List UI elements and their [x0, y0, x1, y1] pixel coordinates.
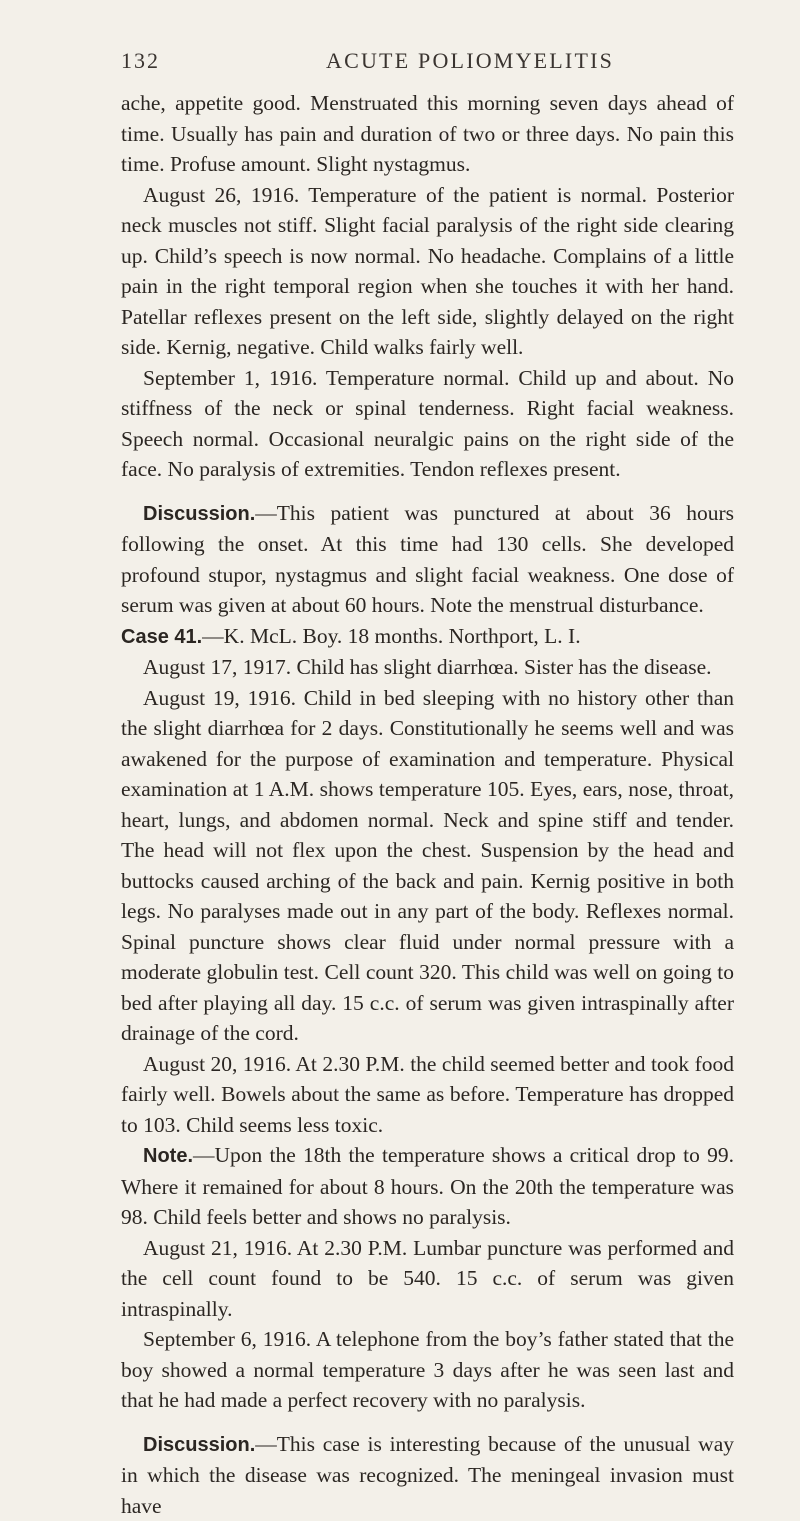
paragraph-note — [121, 1140, 734, 1233]
paragraph-continuation: ache, appetite good. Menstruated this morning seven days ahead of time. Usually has pain and duration of two or three days. No pain this time. Profuse amount. Slight nystagmus. — [121, 88, 734, 180]
discussion-lead: Discussion. — [143, 503, 255, 525]
paragraph-aug-26: August 26, 1916. Temperature of the patient is normal. Posterior neck muscles not stiff. Slight facial paralysis of the right side clearing up. Child’s speech is now normal. No headache. Complains of a little pain in the right temporal region when she touches it with her hand. Patellar reflexes present on the left side, slightly delayed on the right side. Kernig, negative. Child walks fairly well. — [121, 180, 734, 363]
paragraph-case-41 — [121, 621, 734, 653]
running-title: ACUTE POLIOMYELITIS — [326, 48, 614, 74]
paragraph-aug-17: August 17, 1917. Child has slight diarrhœa. Sister has the disease. — [121, 652, 734, 683]
discussion-text: —This patient was punctured at about 36 hours following the onset. At this time had 130 cells. She developed profound stupor, nystagmus and slight facial weakness. One dose of serum was given at about 60 hours. Note the menstrual disturbance. — [121, 501, 734, 618]
paragraph-aug-19: August 19, 1916. Child in bed sleeping with no history other than the slight diarrhœa for 2 days. Constitutionally he seems well and was awakened for the purpose of examination and temperature. Physical examination at 1 A.M. shows temperature 105. Eyes, ears, nose, throat, heart, lungs, and abdomen normal. Neck and spine stiff and tender. The head will not flex upon the chest. Suspension by the head and buttocks caused arching of the back and pain. Kernig positive in both legs. No paralyses made out in any part of the body. Reflexes normal. Spinal puncture shows clear fluid under normal pressure with a moderate globulin test. Cell count 320. This child was well on going to bed after playing all day. 15 c.c. of serum was given intraspinally after drainage of the cord. — [121, 683, 734, 1049]
case-text: —K. McL. Boy. 18 months. Northport, L. I. — [202, 624, 580, 648]
discussion-text: —This case is interesting because of the unusual way in which the disease was recognized. The meningeal invasion must have — [121, 1432, 734, 1518]
note-text: —Upon the 18th the temperature shows a critical drop to 99. Where it remained for about 8 hours. On the 20th the temperature was 98. Child feels better and shows no paralysis. — [121, 1143, 734, 1229]
paragraph-aug-20: August 20, 1916. At 2.30 P.M. the child seemed better and took food fairly well. Bowels about the same as before. Temperature has dropped to 103. Child seems less toxic. — [121, 1049, 734, 1141]
paragraph-aug-21: August 21, 1916. At 2.30 P.M. Lumbar puncture was performed and the cell count found to be 540. 15 c.c. of serum was given intraspinally. — [121, 1233, 734, 1325]
page-number: 132 — [121, 48, 326, 74]
paragraph-sep-6: September 6, 1916. A telephone from the boy’s father stated that the boy showed a normal temperature 3 days after he was seen last and that he had made a perfect recovery with no paralysis. — [121, 1324, 734, 1416]
case-heading: Case 41. — [121, 626, 202, 648]
note-lead: Note. — [143, 1145, 193, 1167]
paragraph-discussion-2 — [121, 1429, 734, 1521]
discussion-lead: Discussion. — [143, 1434, 255, 1456]
body-text — [121, 88, 734, 1521]
running-head — [121, 48, 734, 82]
paragraph-discussion-1 — [121, 498, 734, 621]
paragraph-sep-1: September 1, 1916. Temperature normal. Child up and about. No stiffness of the neck or spinal tenderness. Right facial weakness. Speech normal. Occasional neuralgic pains on the right side of the face. No paralysis of extremities. Tendon reflexes present. — [121, 363, 734, 485]
